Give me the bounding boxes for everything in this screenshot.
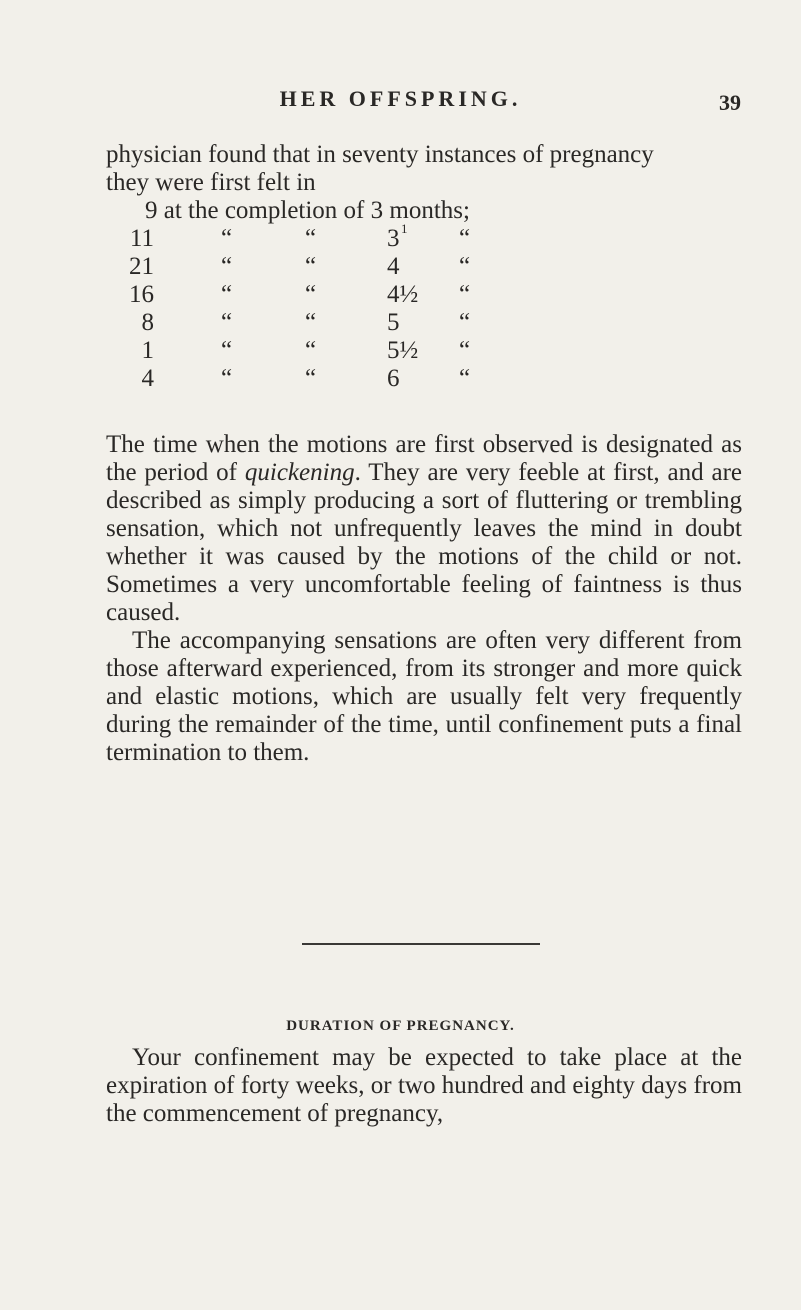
table-count: 8 — [141, 309, 154, 336]
table-count: 11 — [129, 225, 154, 252]
paragraph-text: The accompanying sensations are often very different from those afterward experienced, from its stronger and more quick and elastic motions, which are usually felt very frequently during the remainder of the time, until confinement puts a final termination to them. — [106, 627, 742, 766]
table-ditto-mark: “ — [459, 253, 471, 280]
intro-line: they were first felt in — [106, 169, 316, 196]
table-months: 5½ — [387, 337, 419, 364]
table-ditto-mark: “ — [459, 225, 471, 252]
page-number: 39 — [719, 90, 741, 115]
table-ditto-mark: “ — [459, 281, 471, 308]
table-count: 16 — [129, 281, 154, 308]
table-months: 5 — [387, 309, 400, 336]
paragraph-text — [80, 431, 742, 627]
table-months: 6 — [387, 365, 400, 392]
emphasized-term: quickening — [244, 459, 355, 486]
paragraph-duration — [106, 1044, 742, 1128]
paragraph-quickening — [106, 431, 742, 767]
table-ditto-mark: “ — [305, 309, 317, 336]
table-count: 1 — [141, 337, 154, 364]
table-first-row-text: 9 at the completion of 3 months; — [145, 197, 470, 224]
table-months-superscript: 1 — [401, 221, 408, 236]
paragraph-text-part: . They are very feeble at first, and are described as simply producing a sort of fluttering or trembling sensation, which not unfrequently leaves the mind in doubt whether it was caused by the motions of the child or not. Sometimes a very uncomfortable feeling of faintness is thus caused. — [106, 459, 742, 626]
intro-text — [106, 141, 742, 197]
running-head: HER OFFSPRING. — [279, 86, 522, 111]
section-divider — [302, 943, 540, 945]
section-heading: DURATION OF PREGNANCY. — [286, 1018, 515, 1034]
intro-line: physician found that in seventy instances of pregnancy — [106, 141, 654, 168]
table-months: 3 — [387, 225, 400, 252]
table-ditto-mark: “ — [221, 309, 233, 336]
table-ditto-mark: “ — [459, 365, 471, 392]
table-ditto-mark: “ — [221, 225, 233, 252]
table-ditto-mark: “ — [305, 225, 317, 252]
table-count: 4 — [141, 365, 154, 392]
table-ditto-mark: “ — [221, 281, 233, 308]
table-ditto-mark: “ — [305, 281, 317, 308]
table-ditto-mark: “ — [305, 365, 317, 392]
table-ditto-mark: “ — [459, 337, 471, 364]
table-ditto-mark: “ — [221, 365, 233, 392]
table-months: 4½ — [387, 281, 419, 308]
table-months: 4 — [387, 253, 400, 280]
table-ditto-mark: “ — [459, 309, 471, 336]
table-ditto-mark: “ — [221, 253, 233, 280]
table-ditto-mark: “ — [305, 253, 317, 280]
paragraph-text: Your confinement may be expected to take place at the expiration of forty weeks, or two hundred and eighty days from the commencement of pregnancy, — [106, 1044, 742, 1127]
table-ditto-mark: “ — [305, 337, 317, 364]
table-count: 21 — [129, 253, 154, 280]
table-ditto-mark: “ — [221, 337, 233, 364]
paragraph-text-part: The time when the motions are first observed is designated as the period of — [106, 431, 742, 486]
